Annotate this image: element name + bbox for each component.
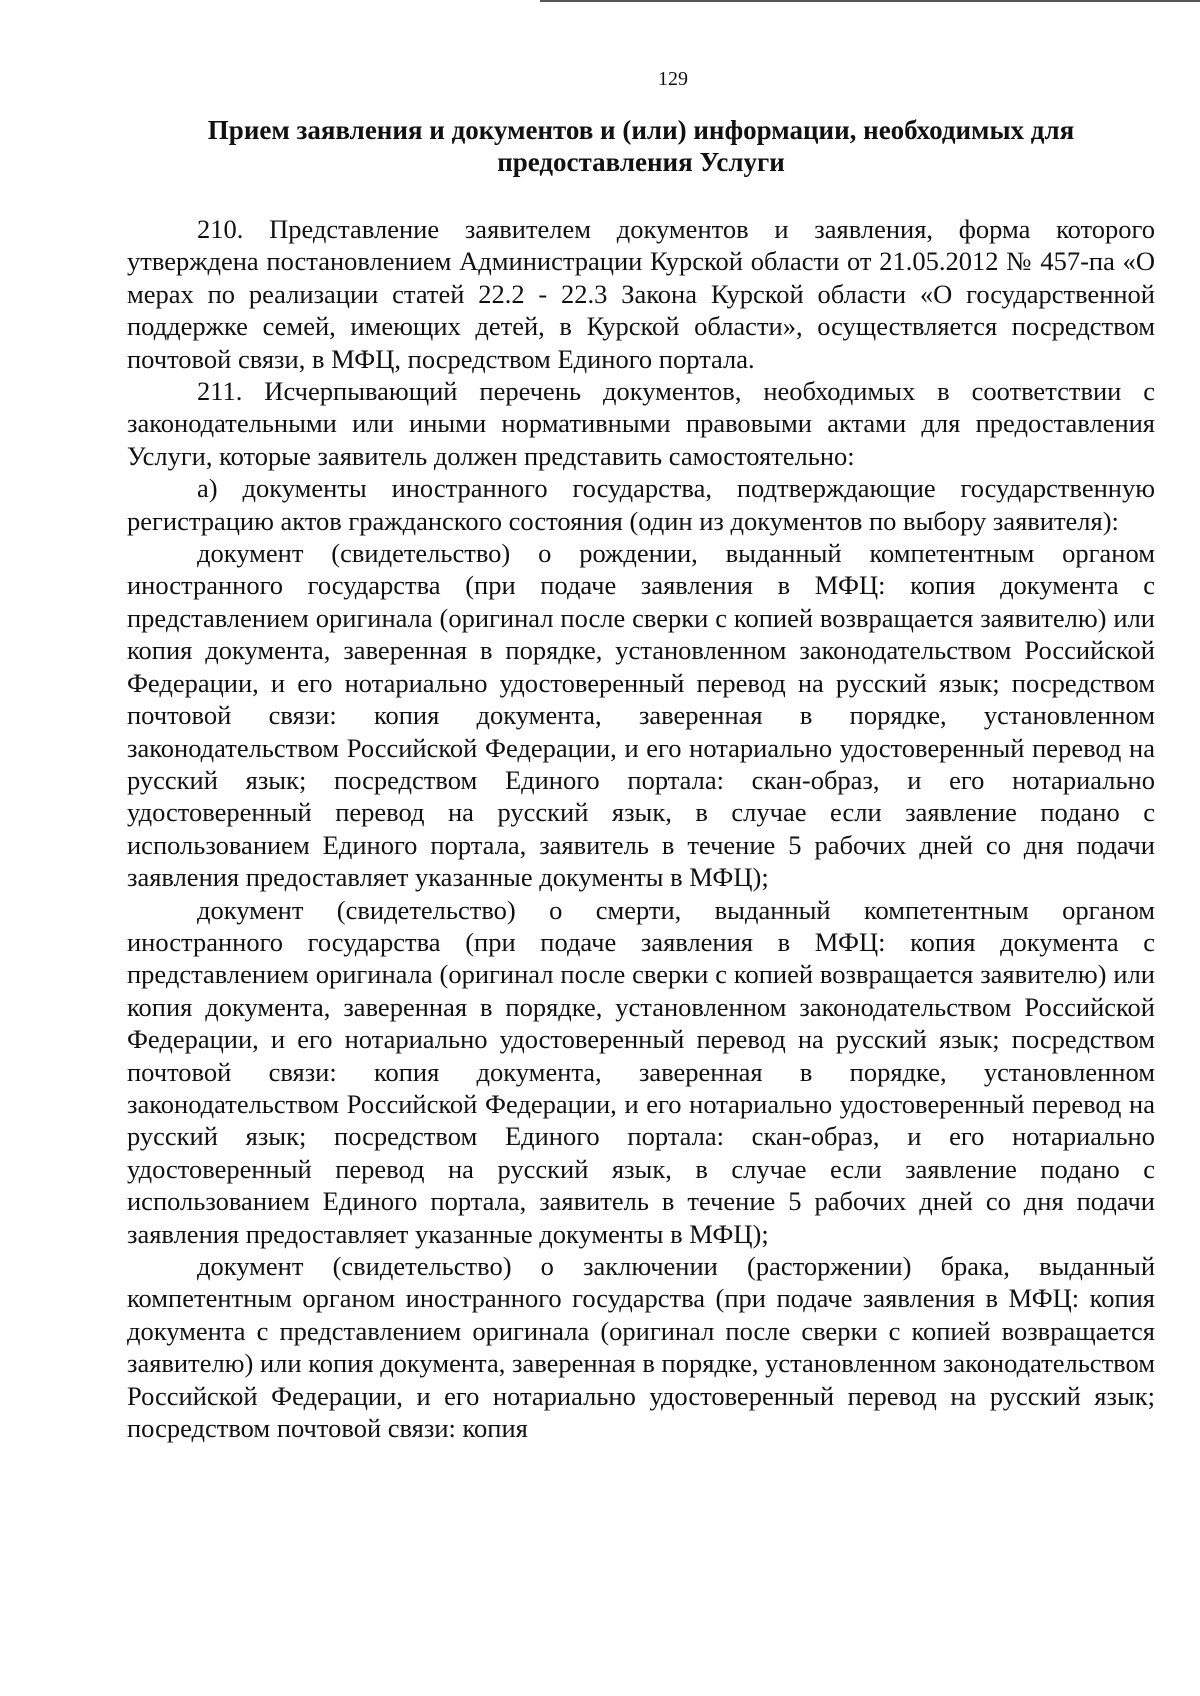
document-page [127, 66, 1155, 1444]
section-heading-line-1: Прием заявления и документов и (или) информации, необходимых для [207, 115, 1075, 145]
paragraph-211: 211. Исчерпывающий перечень документов, необходимых в соответствии с законодательными или иными нормативными правовыми актами для предоставления Услуги, которые заявитель должен представить самостоятельно: [127, 376, 1155, 471]
scan-top-edge-line [540, 0, 1200, 2]
paragraph-210: 210. Представление заявителем документов и заявления, форма которого утверждена постановлением Администрации Курской области от 21.05.2012 № 457-па «О мерах по реализации статей 22.2 - 22.3 Закона Курской области «О государственной поддержке семей, имеющих детей, в Курской области», осуществляется посредством почтовой связи, в МФЦ, посредством Единого портала. [127, 214, 1155, 374]
paragraph-birth-certificate: документ (свидетельство) о рождении, выданный компетентным органом иностранного государства (при подаче заявления в МФЦ: копия документа с представлением оригинала (оригинал после сверки с копией возвращается заявителю) или копия документа, заверенная в порядке, установленном законодательством Российской Федерации, и его нотариально удостоверенный перевод на русский язык; посредством почтовой связи: копия документа, заверенная в порядке, установленном законодательством Российской Федерации, и его нотариально удостоверенный перевод на русский язык; посредством Единого портала: скан-образ, и его нотариально удостоверенный перевод на русский язык, в случае если заявление подано с использованием Единого портала, заявитель в течение 5 рабочих дней со дня подачи заявления предоставляет указанные документы в МФЦ); [127, 538, 1155, 893]
paragraph-item-a: а) документы иностранного государства, подтверждающие государственную регистрацию актов гражданского состояния (один из документов по выбору заявителя): [127, 473, 1155, 536]
section-heading [127, 114, 1155, 178]
page-number: 129 [658, 68, 688, 90]
section-heading-line-2: предоставления Услуги [497, 147, 785, 177]
paragraph-death-certificate: документ (свидетельство) о смерти, выданный компетентным органом иностранного государства (при подаче заявления в МФЦ: копия документа с представлением оригинала (оригинал после сверки с копией возвращается заявителю) или копия документа, заверенная в порядке, установленном законодательством Российской Федерации, и его нотариально удостоверенный перевод на русский язык; посредством почтовой связи: копия документа, заверенная в порядке, установленном законодательством Российской Федерации, и его нотариально удостоверенный перевод на русский язык; посредством Единого портала: скан-образ, и его нотариально удостоверенный перевод на русский язык, в случае если заявление подано с использованием Единого портала, заявитель в течение 5 рабочих дней со дня подачи заявления предоставляет указанные документы в МФЦ); [127, 894, 1155, 1249]
paragraph-marriage-certificate: документ (свидетельство) о заключении (расторжении) брака, выданный компетентным органом иностранного государства (при подаче заявления в МФЦ: копия документа с представлением оригинала (оригинал после сверки с копией возвращается заявителю) или копия документа, заверенная в порядке, установленном законодательством Российской Федерации, и его нотариально удостоверенный перевод на русский язык; посредством почтовой связи: копия [127, 1251, 1155, 1444]
